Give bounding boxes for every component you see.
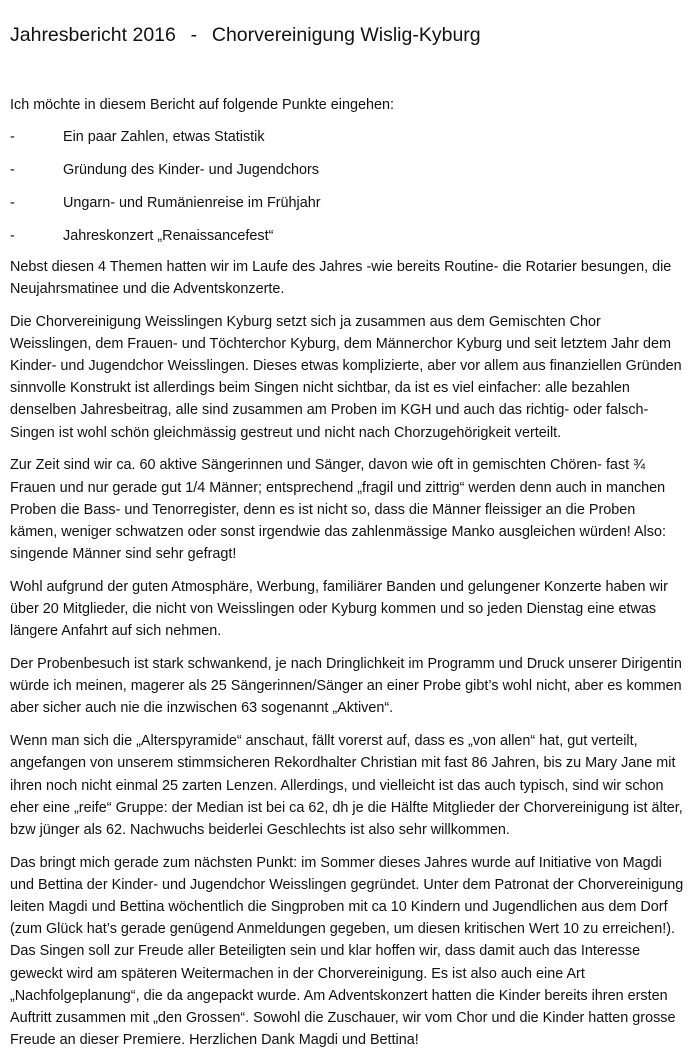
paragraph-age-pyramid: Wenn man sich die „Alterspyramide“ anschaut, fällt vorerst auf, dass es „von allen“ hat, gut verteilt, angefangen von unserem stimmsicheren Rekordhalter Christian mit fast 86 Jahren, bis zu Mary Jane mit ihren noch nicht einmal 25 zarten Lenzen. Allerdings, und vielleicht ist das auch typisch, sind wir schon eher eine „reife“ Gruppe: der Median ist bei ca 62, dh je die Hälfte Mitglieder der Chorvereinigung ist älter, bzw jünger als 62. Nachwuchs beiderlei Geschlechts ist also sehr willkommen. (10, 733, 683, 838)
bullet-marker: - (10, 194, 15, 211)
list-item (10, 225, 686, 247)
title-organization: Chorvereinigung Wislig-Kyburg (211, 24, 481, 46)
bullet-marker: - (10, 161, 15, 178)
intro-sentence: Ich möchte in diesem Bericht auf folgende Punkte eingehen: (10, 97, 394, 113)
bullet-marker: - (10, 129, 15, 146)
list-item-text: Ungarn- und Rumänienreise im Frühjahr (63, 194, 321, 211)
list-item (10, 126, 686, 148)
paragraph-members: Zur Zeit sind wir ca. 60 aktive Sängerinnen und Sänger, davon wie oft in gemischten Chören- fast ¾ Frauen und nur gerade gut 1/4 Männer; entsprechend „fragil und zittrig“ werden denn auch in manchen Proben die Bass- und Tenorregister, denn es ist nicht so, dass die Männer fleissiger an die Proben kämen, weniger schwatzen oder sonst irgendwie das zahlenmässige Manko ausgleichen würden! Also: singende Männer sind sehr gefragt! (10, 457, 666, 563)
list-item-text: Ein paar Zahlen, etwas Statistik (63, 129, 265, 146)
document-title (10, 22, 481, 48)
list-item (10, 192, 686, 214)
list-item-text: Gründung des Kinder- und Jugendchors (63, 161, 320, 178)
list-item-text: Jahreskonzert „Renaissancefest“ (63, 227, 274, 244)
bullet-marker: - (10, 227, 15, 244)
document-body (10, 94, 686, 1062)
paragraph-overview: Nebst diesen 4 Themen hatten wir im Laufe des Jahres -wie bereits Routine- die Rotarier besungen, die Neujahrsmatinee und die Adventskonzerte. (10, 258, 672, 297)
title-separator: - (190, 24, 198, 46)
paragraph-youth-choir: Das bringt mich gerade zum nächsten Punkt: im Sommer dieses Jahres wurde auf Initiative von Magdi und Bettina der Kinder- und Jugendchor Weisslingen gegründet. Unter dem Patronat der Chorvereinigung leiten Magdi und Bettina wöchentlich die Singproben mit ca 10 Kindern und Jugendlichen aus dem Dorf (zum Glück hat’s gerade genügend Anmeldungen gegeben, um diesen kritischen Wert 10 zu erreichen!). Das Singen soll zur Freude aller Beteiligten sein und klar hoffen wir, dass damit auch das Interesse geweckt wird am späteren Weitermachen in der Chorvereinigung. Es ist also auch eine Art „Nachfolgeplanung“, die da angepackt wurde. Am Adventskonzert hatten die Kinder bereits ihren ersten Auftritt zusammen mit „den Grossen“. Sowohl die Zuschauer, wir vom Chor und die Kinder hatten grosse Freude an dieser Premiere. Herzlichen Dank Magdi und Bettina! (10, 854, 684, 1049)
topic-list (10, 126, 686, 247)
list-item (10, 159, 686, 181)
paragraph-structure: Die Chorvereinigung Weisslingen Kyburg setzt sich ja zusammen aus dem Gemischten Chor Weisslingen, dem Frauen- und Töchterchor Kyburg, dem Männerchor Kyburg und seit letztem Jahr dem Kinder- und Jugendchor Weisslingen. Dieses etwas komplizierte, aber vor allem aus finanziellen Gründen sinnvolle Konstrukt ist allerdings beim Singen nicht sichtbar, da ist es viel einfacher: alle bezahlen denselben Jahresbeitrag, alle sind zusammen am Proben im KGH und auch das richtig- oder falsch-Singen ist wohl schön gleichmässig gestreut und nicht nach Chorzugehörigkeit verteilt. (10, 313, 682, 441)
paragraph-attendance: Der Probenbesuch ist stark schwankend, je nach Dringlichkeit im Programm und Druck unserer Dirigentin würde ich meinen, magerer als 25 Sängerinnen/Sänger an einer Probe gibt’s wohl nicht, aber es kommen aber sicher auch nie die inzwischen 63 sogenannt „Aktiven“. (10, 655, 682, 717)
paragraph-external-members: Wohl aufgrund der guten Atmosphäre, Werbung, familiärer Banden und gelungener Konzerte haben wir über 20 Mitglieder, die nicht von Weisslingen oder Kyburg kommen und so jeden Dienstag eine etwas längere Anfahrt auf sich nehmen. (10, 578, 668, 640)
title-year: Jahresbericht 2016 (10, 24, 176, 46)
